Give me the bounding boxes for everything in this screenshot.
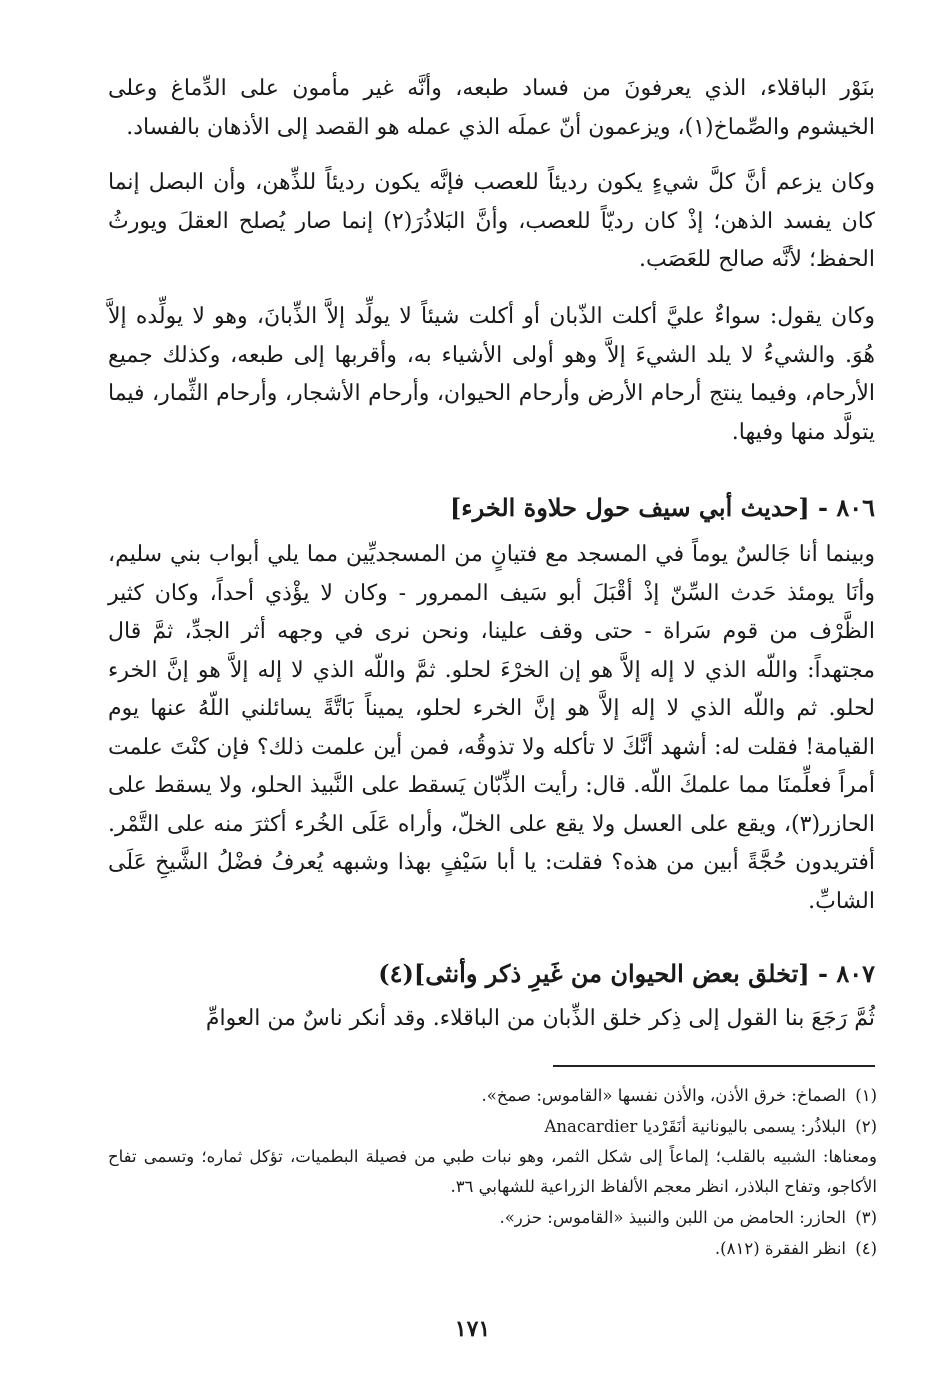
footnote-text: انظر الفقرة (٨١٢).: [714, 1239, 846, 1258]
footnotes: [108, 1080, 877, 1264]
paragraph-text: ثُمَّ رَجَعَ بنا القول إلى ذِكر خلق الذِّبان من الباقلاء. وقد أنكر ناسٌ من العوامِّ: [205, 1006, 875, 1031]
footnote-text: الصماخ: خرق الأذن، والأذن نفسها «القاموس: صمخ».: [481, 1086, 846, 1105]
footnote-2: [108, 1111, 877, 1142]
footnote-number: (٤): [855, 1239, 877, 1258]
section-heading-807: ٨٠٧ - [تخلق بعض الحيوان من غَيرِ ذكر وأنثى](٤): [378, 959, 875, 988]
paragraph-4: [108, 536, 875, 921]
footnote-2-continuation: [108, 1142, 877, 1202]
section-heading-806: ٨٠٦ - [حديث أبي سيف حول حلاوة الخرء]: [449, 493, 875, 522]
paragraph-text: وبينما أنا جَالسٌ يوماً في المسجد مع فتيانٍ من المسجديِّين مما يلي أبواب بني سليم، وأنَا يومئذ حَدث السِّنّ إذْ أقْبَلَ أبو سَيف الممرور - وكان لا يؤْذي أحداً، وكان كثير الظَّرْف من قوم سَراة - حتى وقف علينا، ونحن نرى في وجهه أثر الجدِّ، ثمَّ قال مجتهداً: واللّه الذي لا إله إلاَّ هو إن الخرْءَ لحلو. ثمَّ واللّه الذي لا إله إلاَّ هو إنَّ الخرء لحلو. ثم واللّه الذي لا إله إلاَّ هو إنَّ الخرء لحلو، يميناً بَاتَّةً يسائلني اللّهُ عنها يوم القيامة! فقلت له: أشهد أنَّكَ لا تأكله ولا تذوقُه، فمن أين علمت ذلك؟ فإن كنْتَ علمت أمراً فعلِّمنَا مما علمكَ اللّه. قال: رأيت الذِّبّان يَسقط على النَّبيذ الحلو، ولا يسقط على الحازر(٣)، ويقع على العسل ولا يقع على الخلّ، وأراه عَلَى الخُرء أكثرَ منه على التَّمْر. أفتريدون حُجَّةً أبين من هذه؟ فقلت: يا أبا سَيْفٍ بهذا وشبهه يُعرفُ فضْلُ الشَّيخِ عَلَى الشابِّ.: [108, 542, 875, 914]
footnote-1: [108, 1080, 877, 1111]
footnote-number: (١): [855, 1086, 877, 1105]
footnote-divider: [553, 1065, 875, 1067]
footnote-4: [108, 1233, 877, 1264]
paragraph-3: [108, 298, 875, 452]
footnote-text: ومعناها: الشبيه بالقلب؛ إلماعاً إلى شكل الثمر، وهو نبات طبي من فصيلة البطميات، تؤكل ثماره؛ وتسمى تفاح الأكاجو، وتفاح البلاذر، انظر معجم الألفاظ الزراعية للشهابي ٣٦.: [108, 1147, 877, 1196]
footnote-number: (٢): [855, 1117, 877, 1136]
footnote-3: [108, 1202, 877, 1233]
footnote-number: (٣): [855, 1208, 877, 1227]
footnote-text: البلاذُر: يسمى باليونانية أنَقَرْديا Anacardier: [544, 1117, 846, 1136]
paragraph-text: وكان يزعم أنَّ كلَّ شيءٍ يكون رديئاً للعصب فإنَّه يكون رديئاً للذِّهن، وأن البصل إنما كان يفسد الذهن؛ إذْ كان رديّاً للعصب، وأنَّ البَلاذُرَ(٢) إنما صار يُصلح العقلَ ويورثُ الحفظ؛ لأنَّه صالح للعَصَب.: [108, 170, 875, 272]
footnote-text: الحازر: الحامض من اللبن والنبيذ «القاموس: حزر».: [499, 1208, 846, 1227]
paragraph-1: [108, 70, 875, 147]
paragraph-text: وكان يقول: سواءٌ عليَّ أكلت الذّبان أو أكلت شيئاً لا يولِّد إلاَّ الذِّبانَ، وهو لا يولِّده إلاَّ هُوَ. والشيءُ لا يلد الشيءَ إلاَّ وهو أولى الأشياء به، وأقربها إلى طبعه، وكذلك جميع الأرحام، وفيما ينتج أرحام الأرض وأرحام الحيوان، وأرحام الأشجار، وأرحام الثِّمار، فيما يتولَّد منها وفيها.: [108, 304, 875, 445]
paragraph-5: [108, 1000, 875, 1039]
paragraph-text: بنَوْر الباقلاء، الذي يعرفونَ من فساد طبعه، وأنَّه غير مأمون على الدِّماغ وعلى الخيشوم والصِّماخ(١)، ويزعمون أنّ عملَه الذي عمله هو القصد إلى الأذهان بالفساد.: [108, 76, 875, 140]
page-number: ١٧١: [454, 1316, 491, 1342]
paragraph-2: [108, 164, 875, 280]
